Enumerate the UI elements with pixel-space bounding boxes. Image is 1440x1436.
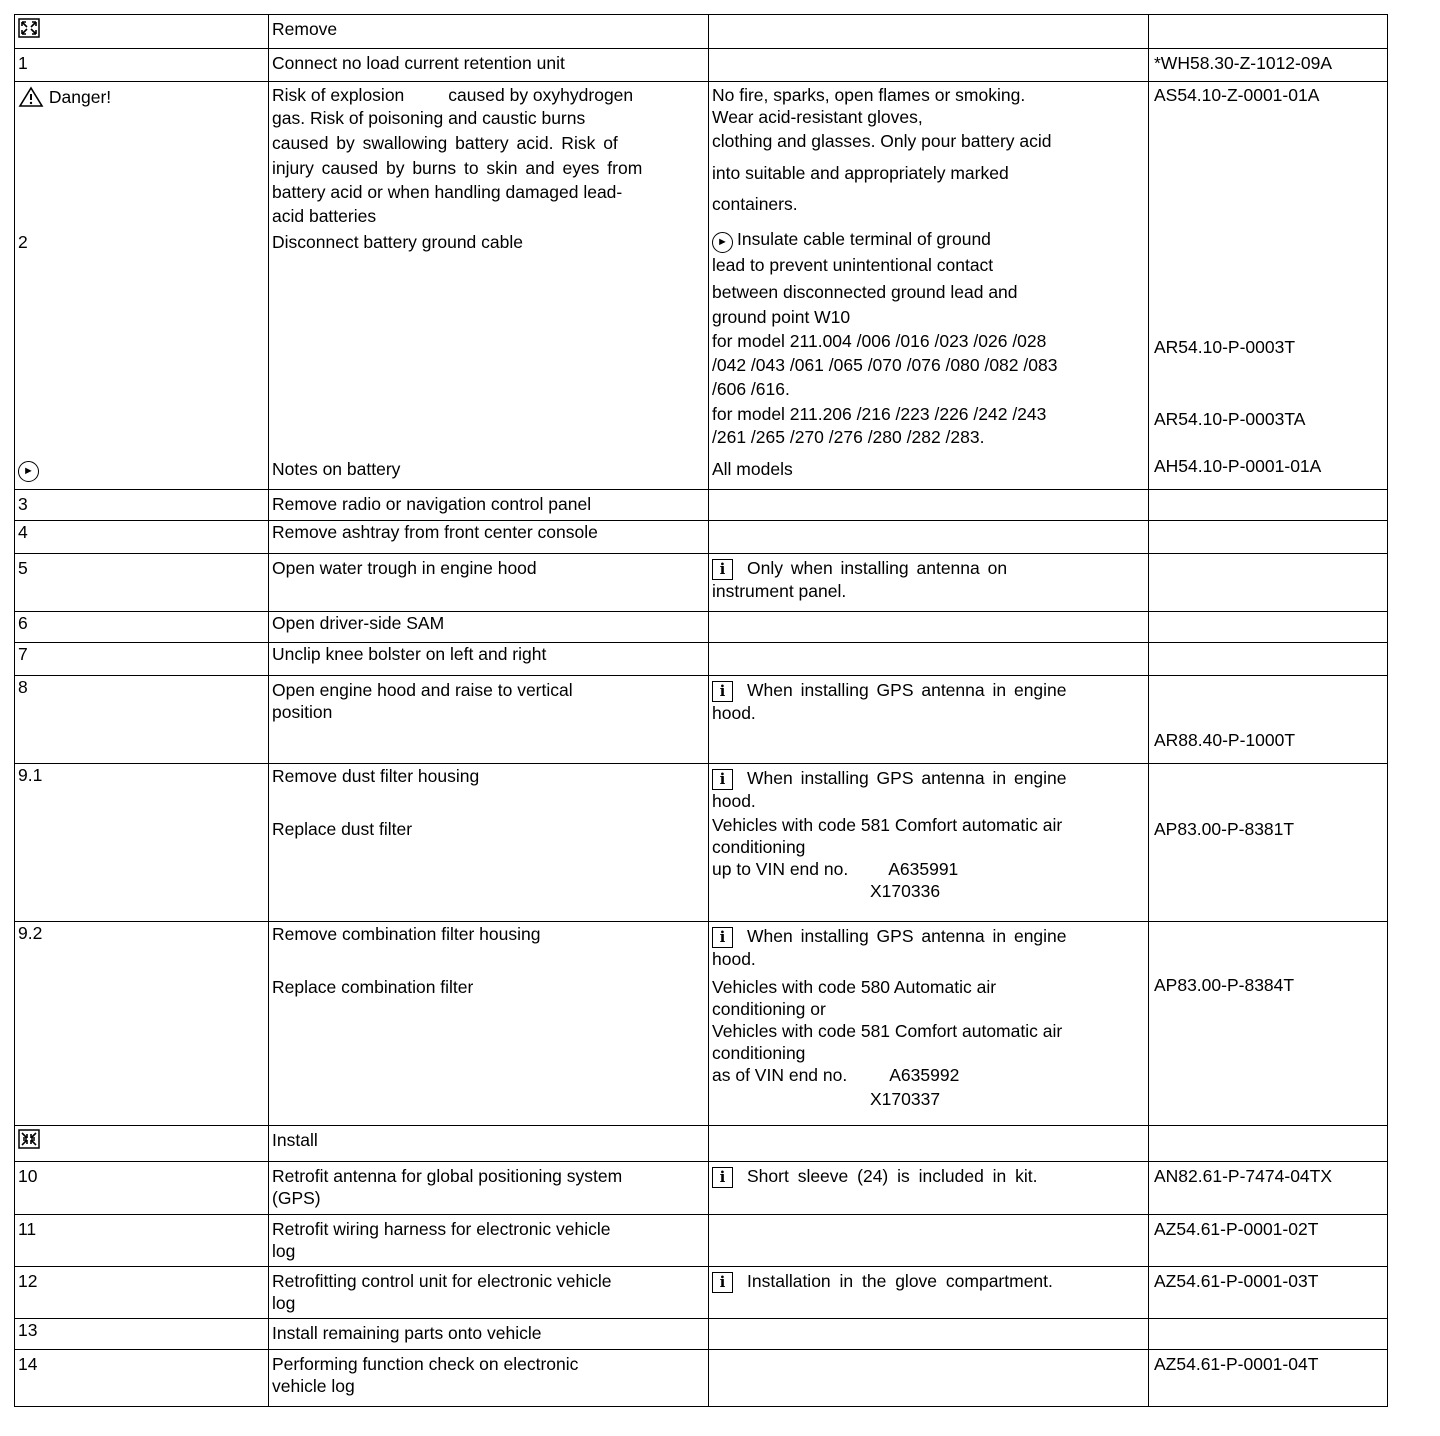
reference-cell <box>1149 490 1388 521</box>
step-number: 9.2 <box>18 923 43 943</box>
action-cell <box>269 643 709 676</box>
table-row <box>15 612 1388 643</box>
table-row <box>15 1162 1388 1215</box>
table-row <box>15 49 1388 82</box>
note-text: All models <box>712 459 793 479</box>
action-cell <box>269 612 709 643</box>
step-cell <box>15 82 269 490</box>
install-icon <box>18 1129 40 1149</box>
table-row <box>15 1319 1388 1350</box>
notes-cell <box>709 1126 1149 1162</box>
step-cell <box>15 676 269 764</box>
vin-end: X170336 <box>870 881 941 901</box>
info-icon: i <box>712 681 733 702</box>
step-cell <box>15 922 269 1126</box>
reference-link[interactable]: AR54.10-P-0003TA <box>1154 409 1306 429</box>
danger-precautions: No fire, sparks, open flames or smoking. Wear acid-resistant gloves, clothing and glasses. Only pour battery acid into suitable and appropriately marked containers. <box>712 85 1052 214</box>
note-text: conditioning <box>712 1043 806 1063</box>
notes-cell <box>709 1350 1149 1407</box>
action-cell <box>269 922 709 1126</box>
vin-start: A635992 <box>889 1065 960 1085</box>
step-number: 7 <box>18 644 28 664</box>
table-row <box>15 1215 1388 1267</box>
step-cell <box>15 521 269 554</box>
note-text: When installing GPS antenna in engine <box>747 926 1067 946</box>
step-cell <box>15 1162 269 1215</box>
note-text: up to VIN end no. <box>712 859 849 879</box>
info-icon: i <box>712 1167 733 1188</box>
action-cell <box>269 554 709 612</box>
action-cell <box>269 15 709 49</box>
reference-link[interactable]: AZ54.61-P-0001-03T <box>1154 1271 1319 1291</box>
action-text: Remove combination filter housing <box>272 924 541 944</box>
action-text: Unclip knee bolster on left and right <box>272 644 547 664</box>
reference-cell <box>1149 643 1388 676</box>
table-row <box>15 82 1388 490</box>
note-text: conditioning or <box>712 999 826 1019</box>
step-cell <box>15 643 269 676</box>
reference-link[interactable]: AN82.61-P-7474-04TX <box>1154 1166 1333 1186</box>
note-text: Vehicles with code 580 Automatic air <box>712 977 997 997</box>
step-cell <box>15 49 269 82</box>
note-text: hood. <box>712 703 756 723</box>
note-text: Short sleeve (24) is included in kit. <box>747 1166 1038 1186</box>
vin-start: A635991 <box>888 859 959 879</box>
note-text: conditioning <box>712 837 806 857</box>
action-text: Retrofit antenna for global positioning system <box>272 1166 623 1186</box>
note-text: When installing GPS antenna in engine <box>747 768 1067 788</box>
step-number: 10 <box>18 1166 38 1186</box>
table-row <box>15 15 1388 49</box>
action-text: Remove ashtray from front center console <box>272 522 598 542</box>
table-row <box>15 922 1388 1126</box>
action-text: Remove radio or navigation control panel <box>272 494 592 514</box>
step-cell <box>15 1350 269 1407</box>
step-cell <box>15 1126 269 1162</box>
notes-cell <box>709 1319 1149 1350</box>
table-row <box>15 643 1388 676</box>
note-text: as of VIN end no. <box>712 1065 848 1085</box>
notes-cell <box>709 490 1149 521</box>
action-text: Remove dust filter housing <box>272 766 480 786</box>
table-row <box>15 554 1388 612</box>
info-icon: i <box>712 769 733 790</box>
step-number: 6 <box>18 613 28 633</box>
ground-cable-notes: ► Insulate cable terminal of ground lead to prevent unintentional contact between disconnected ground lead and ground point W10 for model 211.004 /006 /016 /023 /026 /028 /042 /043 /061 /065 /070 /076 /080 /082 /083 /606 /616. for model 211.206 /216 /223 /226 /242 /243 /261 /265 /270 /276 /280 /282 /283. <box>712 229 1058 447</box>
step-cell <box>15 612 269 643</box>
reference-link[interactable]: AR54.10-P-0003T <box>1154 337 1296 357</box>
table-row <box>15 521 1388 554</box>
info-icon: i <box>712 559 733 580</box>
reference-link[interactable]: AZ54.61-P-0001-04T <box>1154 1354 1319 1374</box>
note-text: Vehicles with code 581 Comfort automatic air <box>712 1021 1063 1041</box>
reference-cell <box>1149 49 1388 82</box>
action-text: log <box>272 1293 296 1313</box>
action-cell <box>269 1162 709 1215</box>
table-row <box>15 1267 1388 1319</box>
notes-circle-icon: ► <box>18 461 39 482</box>
notes-cell <box>709 49 1149 82</box>
action-cell <box>269 764 709 922</box>
step-cell <box>15 15 269 49</box>
note-text: Only when installing antenna on <box>747 558 1008 578</box>
step-number: 3 <box>18 494 28 514</box>
action-cell <box>269 521 709 554</box>
reference-cell <box>1149 1319 1388 1350</box>
action-cell <box>269 1267 709 1319</box>
warning-triangle-icon <box>18 86 44 108</box>
note-text: Vehicles with code 581 Comfort automatic air <box>712 815 1063 835</box>
step-number: 4 <box>18 522 28 542</box>
reference-cell <box>1149 1267 1388 1319</box>
notes-cell <box>709 1267 1149 1319</box>
reference-link[interactable]: AP83.00-P-8381T <box>1154 819 1295 839</box>
reference-cell <box>1149 1162 1388 1215</box>
action-text: Open driver-side SAM <box>272 613 445 633</box>
action-text: position <box>272 702 333 722</box>
action-cell <box>269 1126 709 1162</box>
notes-cell <box>709 15 1149 49</box>
section-title-install: Install <box>272 1130 318 1150</box>
reference-cell <box>1149 922 1388 1126</box>
step-number: 11 <box>18 1219 37 1239</box>
reference-cell <box>1149 521 1388 554</box>
action-cell <box>269 490 709 521</box>
note-text: hood. <box>712 949 756 969</box>
action-text: (GPS) <box>272 1188 321 1208</box>
action-cell <box>269 676 709 764</box>
notes-cell <box>709 82 1149 490</box>
reference-link[interactable]: AS54.10-Z-0001-01A <box>1154 85 1320 105</box>
step-cell <box>15 554 269 612</box>
action-text: Disconnect battery ground cable <box>272 232 523 252</box>
reference-cell <box>1149 1215 1388 1267</box>
step-cell <box>15 764 269 922</box>
table-row <box>15 490 1388 521</box>
section-title-remove: Remove <box>272 19 338 39</box>
notes-cell <box>709 676 1149 764</box>
action-text: Retrofitting control unit for electronic vehicle <box>272 1271 612 1291</box>
reference-cell <box>1149 554 1388 612</box>
step-cell <box>15 1319 269 1350</box>
action-text: Replace dust filter <box>272 819 413 839</box>
note-text: hood. <box>712 791 756 811</box>
action-text: Replace combination filter <box>272 977 474 997</box>
reference-cell <box>1149 15 1388 49</box>
action-cell <box>269 1350 709 1407</box>
action-cell <box>269 1319 709 1350</box>
action-cell <box>269 1215 709 1267</box>
reference-link[interactable]: AR88.40-P-1000T <box>1154 730 1296 750</box>
action-cell <box>269 82 709 490</box>
action-cell <box>269 49 709 82</box>
step-cell <box>15 490 269 521</box>
step-number: 13 <box>18 1320 38 1340</box>
note-text: instrument panel. <box>712 581 847 601</box>
step-number: 9.1 <box>18 765 43 785</box>
action-text: vehicle log <box>272 1376 355 1396</box>
note-text: When installing GPS antenna in engine <box>747 680 1067 700</box>
table-row <box>15 764 1388 922</box>
notes-cell <box>709 922 1149 1126</box>
notes-cell <box>709 643 1149 676</box>
step-number: 2 <box>18 232 28 252</box>
step-number: 8 <box>18 677 28 697</box>
procedure-table <box>14 14 1388 1407</box>
notes-cell <box>709 1215 1149 1267</box>
table-row <box>15 1126 1388 1162</box>
step-number: 5 <box>18 558 28 578</box>
danger-description: Risk of explosion caused by oxyhydrogen gas. Risk of poisoning and caustic burns caused by swallowing battery acid. Risk of injury caused by burns to skin and eyes from battery acid or when handling damaged lead- acid batteries <box>272 85 643 226</box>
action-text: Notes on battery <box>272 459 401 479</box>
step-number: 14 <box>18 1354 38 1374</box>
action-text: Connect no load current retention unit <box>272 53 565 73</box>
action-text: Open engine hood and raise to vertical <box>272 680 573 700</box>
reference-link[interactable]: AZ54.61-P-0001-02T <box>1154 1219 1319 1239</box>
info-icon: i <box>712 927 733 948</box>
reference-link[interactable]: AH54.10-P-0001-01A <box>1154 456 1322 476</box>
vin-end: X170337 <box>870 1089 941 1109</box>
action-text: Open water trough in engine hood <box>272 558 537 578</box>
reference-cell <box>1149 676 1388 764</box>
step-number: 1 <box>18 53 28 73</box>
reference-cell <box>1149 82 1388 490</box>
table-row <box>15 676 1388 764</box>
remove-icon <box>18 18 40 38</box>
reference-link[interactable]: AP83.00-P-8384T <box>1154 975 1295 995</box>
danger-text: Danger! <box>48 87 112 107</box>
note-text: Installation in the glove compartment. <box>747 1271 1053 1291</box>
action-text: Retrofit wiring harness for electronic vehicle <box>272 1219 611 1239</box>
action-text: Performing function check on electronic <box>272 1354 579 1374</box>
reference-cell <box>1149 1350 1388 1407</box>
notes-cell <box>709 764 1149 922</box>
step-cell <box>15 1267 269 1319</box>
danger-label <box>18 86 111 108</box>
reference-link[interactable]: *WH58.30-Z-1012-09A <box>1154 53 1332 73</box>
notes-cell <box>709 612 1149 643</box>
notes-cell <box>709 554 1149 612</box>
table-row <box>15 1350 1388 1407</box>
action-text: Install remaining parts onto vehicle <box>272 1323 542 1343</box>
action-text: log <box>272 1241 296 1261</box>
reference-cell <box>1149 1126 1388 1162</box>
notes-cell <box>709 1162 1149 1215</box>
step-cell <box>15 1215 269 1267</box>
reference-cell <box>1149 764 1388 922</box>
step-number: 12 <box>18 1271 38 1291</box>
info-icon: i <box>712 1272 733 1293</box>
notes-cell <box>709 521 1149 554</box>
reference-cell <box>1149 612 1388 643</box>
notes-circle-icon: ► <box>712 232 733 253</box>
